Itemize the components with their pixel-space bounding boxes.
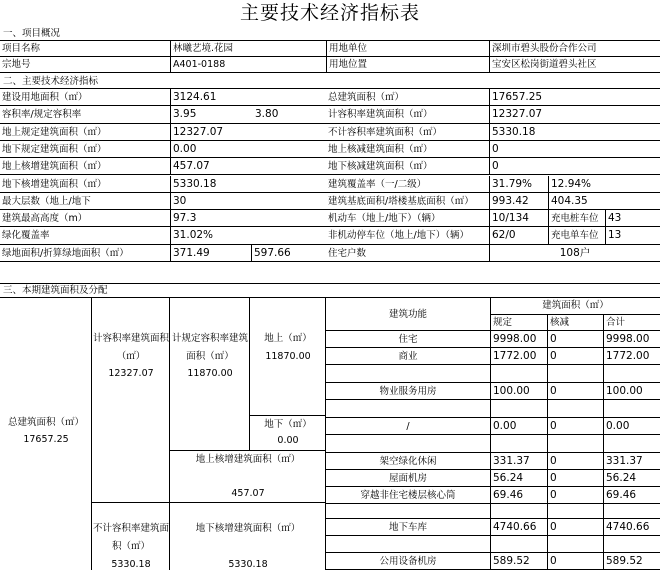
function-total-area: [604, 365, 660, 383]
function-name: 穿越非住宅楼层核心筒: [326, 487, 491, 504]
total-area-block: [0, 298, 92, 570]
function-name: [326, 365, 491, 383]
inc-below-value: 5330.18: [228, 559, 268, 570]
area-distribution-table: [0, 298, 660, 570]
function-dec-area: 0: [548, 418, 604, 435]
project-overview-table: [0, 41, 660, 73]
indicator-label: 地上核减建筑面积（㎡）: [326, 141, 489, 158]
indicator-label: 机动车（地上/地下）（辆）: [326, 210, 489, 227]
function-name: 架空绿化休闲: [326, 453, 491, 470]
above-label: 地上（㎡）: [264, 333, 312, 344]
function-dec-area: [548, 536, 604, 553]
total-area-label: 总建筑面积（㎡）: [7, 417, 84, 428]
function-total-area: [604, 435, 660, 453]
col-reg-header: 规定: [491, 315, 548, 331]
above-value: 11870.00: [265, 351, 311, 362]
function-dec-area: 0: [548, 383, 604, 400]
page-title: 主要技术经济指标表: [239, 2, 420, 24]
function-name: 屋面机房: [326, 470, 491, 487]
function-name: [326, 536, 491, 553]
function-dec-area: 0: [548, 453, 604, 470]
indicator-value: 5330.18: [170, 176, 326, 193]
indicator-label: 总建筑面积（㎡）: [326, 89, 489, 106]
section1-heading: 一、项目概况: [0, 27, 660, 41]
function-total-area: 56.24: [604, 470, 660, 487]
section3-heading: 三、本期建筑面积及分配: [0, 283, 660, 298]
indicator-label: 计容积率建筑面积（㎡）: [326, 106, 489, 123]
indicator-sub-value: 13: [605, 227, 660, 244]
function-reg-area: 56.24: [491, 470, 548, 487]
indicator-value: 10/134: [489, 210, 548, 227]
function-total-area: 69.46: [604, 487, 660, 504]
indicator-value-secondary: 12.94%: [548, 176, 660, 193]
function-reg-area: [491, 435, 548, 453]
below-value: 0.00: [277, 435, 299, 446]
reg-area-value: 11870.00: [187, 368, 233, 379]
indicator-value: 0: [489, 141, 660, 158]
indicator-label: 建筑基底面积/塔楼基底面积（㎡）: [326, 193, 489, 210]
indicator-label: 地下规定建筑面积（㎡）: [0, 141, 170, 158]
function-dec-area: 0: [548, 348, 604, 365]
function-name: 商业: [326, 348, 491, 365]
function-total-area: 4740.66: [604, 519, 660, 536]
indicator-value-secondary: 597.66: [251, 245, 326, 262]
land-location-label: 用地位置: [326, 57, 489, 73]
function-dec-area: [548, 365, 604, 383]
function-reg-area: 100.00: [491, 383, 548, 400]
indicator-value: 3.95: [170, 106, 251, 123]
indicator-value: 5330.18: [489, 124, 660, 141]
indicator-label: 住宅户数: [326, 245, 489, 262]
indicator-value: 0: [489, 158, 660, 175]
function-total-area: [604, 504, 660, 519]
indicator-value: 0.00: [170, 141, 326, 158]
function-reg-area: 9998.00: [491, 331, 548, 348]
below-label: 地下（㎡）: [264, 419, 312, 430]
land-unit-label: 用地单位: [326, 41, 489, 57]
function-name: /: [326, 418, 491, 435]
function-name: [326, 504, 491, 519]
function-name: [326, 400, 491, 418]
indicator-value-secondary: 3.80: [251, 106, 326, 123]
plot-no-label: 宗地号: [0, 57, 170, 73]
indicator-sub-label: 充电单车位: [548, 227, 605, 244]
indicator-value: 62/0: [489, 227, 548, 244]
fa-area-block: [92, 298, 170, 503]
indicator-value: 30: [170, 193, 326, 210]
total-area-value: 17657.25: [23, 434, 69, 445]
indicator-label: 容积率/规定容积率: [0, 106, 170, 123]
inc-above-block: [170, 451, 326, 503]
function-total-area: 589.52: [604, 553, 660, 570]
inc-below-block: [170, 503, 326, 570]
section2-heading: 二、主要技术经济指标: [0, 75, 660, 89]
col-total-header: 合计: [604, 315, 660, 331]
indicator-label: 最大层数（地上/地下: [0, 193, 170, 210]
function-name: [326, 435, 491, 453]
function-total-area: 0.00: [604, 418, 660, 435]
function-reg-area: [491, 536, 548, 553]
function-name: 物业服务用房: [326, 383, 491, 400]
function-dec-area: 0: [548, 553, 604, 570]
function-reg-area: 0.00: [491, 418, 548, 435]
above-block: [250, 298, 326, 416]
fa-area-value: 12327.07: [108, 368, 154, 379]
indicator-label: 建筑覆盖率（一/二级）: [326, 176, 489, 193]
function-name: 公用设备机房: [326, 553, 491, 570]
function-name: 地下车库: [326, 519, 491, 536]
col-dec-header: 核减: [548, 315, 604, 331]
indicator-label: 建筑最高高度（m）: [0, 210, 170, 227]
reg-area-label: 计规定容积率建筑面积（㎡）: [171, 333, 248, 362]
function-reg-area: 1772.00: [491, 348, 548, 365]
indicator-value: 31.79%: [489, 176, 548, 193]
function-dec-area: 0: [548, 331, 604, 348]
project-name-label: 项目名称: [0, 41, 170, 57]
indicator-label: 绿地面积/折算绿地面积（㎡）: [0, 245, 170, 262]
function-reg-area: [491, 365, 548, 383]
indicator-label: 非机动停车位（地上/地下）（辆）: [326, 227, 489, 244]
project-name-value: 林曦艺境.花园: [170, 41, 326, 57]
function-dec-area: [548, 504, 604, 519]
fa-area-label: 计容积率建筑面积（㎡）: [92, 333, 169, 362]
function-dec-area: 0: [548, 519, 604, 536]
indicator-label: 地上核增建筑面积（㎡）: [0, 158, 170, 175]
function-rows: [326, 331, 660, 570]
function-reg-area: 69.46: [491, 487, 548, 504]
function-total-area: [604, 536, 660, 553]
indicator-value: 457.07: [170, 158, 326, 175]
indicator-value: 108户: [489, 245, 660, 262]
function-dec-area: [548, 435, 604, 453]
function-reg-area: 589.52: [491, 553, 548, 570]
function-total-area: [604, 400, 660, 418]
land-location-value: 宝安区松岗街道碧头社区: [489, 57, 660, 73]
function-reg-area: [491, 504, 548, 519]
nonfa-area-label: 不计容积率建筑面积（㎡）: [92, 523, 169, 552]
indicator-value: 12327.07: [489, 106, 660, 123]
indicator-label: 地下核增建筑面积（㎡）: [0, 176, 170, 193]
indicator-value: 371.49: [170, 245, 251, 262]
function-total-area: 331.37: [604, 453, 660, 470]
function-dec-area: 0: [548, 487, 604, 504]
indicators-table: [0, 89, 660, 262]
nonfa-area-value: 5330.18: [111, 559, 151, 570]
function-dec-area: [548, 400, 604, 418]
indicator-label: 建设用地面积（㎡）: [0, 89, 170, 106]
indicator-label: 地下核减建筑面积（㎡）: [326, 158, 489, 175]
indicator-label: 不计容积率建筑面积（㎡）: [326, 124, 489, 141]
below-block: [250, 416, 326, 451]
function-total-area: 9998.00: [604, 331, 660, 348]
indicator-label: 地上规定建筑面积（㎡）: [0, 124, 170, 141]
indicator-sub-value: 43: [605, 210, 660, 227]
indicator-value: 3124.61: [170, 89, 326, 106]
area-header: 建筑面积（㎡）: [491, 298, 660, 315]
inc-above-label: 地上核增建筑面积（㎡）: [195, 454, 301, 465]
indicator-value: 31.02%: [170, 227, 326, 244]
indicator-value: 17657.25: [489, 89, 660, 106]
function-total-area: 1772.00: [604, 348, 660, 365]
land-unit-value: 深圳市碧头股份合作公司: [489, 41, 660, 57]
function-header: 建筑功能: [326, 298, 491, 331]
function-reg-area: [491, 400, 548, 418]
indicator-value: 993.42: [489, 193, 548, 210]
indicator-sub-label: 充电桩车位: [548, 210, 605, 227]
function-reg-area: 4740.66: [491, 519, 548, 536]
inc-below-label: 地下核增建筑面积（㎡）: [195, 523, 301, 534]
indicator-value-secondary: 404.35: [548, 193, 660, 210]
function-reg-area: 331.37: [491, 453, 548, 470]
indicator-value: 12327.07: [170, 124, 326, 141]
function-dec-area: 0: [548, 470, 604, 487]
plot-no-value: A401-0188: [170, 57, 326, 73]
function-name: 住宅: [326, 331, 491, 348]
nonfa-area-block: [92, 503, 170, 570]
inc-above-value: 457.07: [231, 488, 265, 499]
indicator-value: 97.3: [170, 210, 326, 227]
indicator-label: 绿化覆盖率: [0, 227, 170, 244]
reg-area-block: [170, 298, 250, 451]
function-total-area: 100.00: [604, 383, 660, 400]
